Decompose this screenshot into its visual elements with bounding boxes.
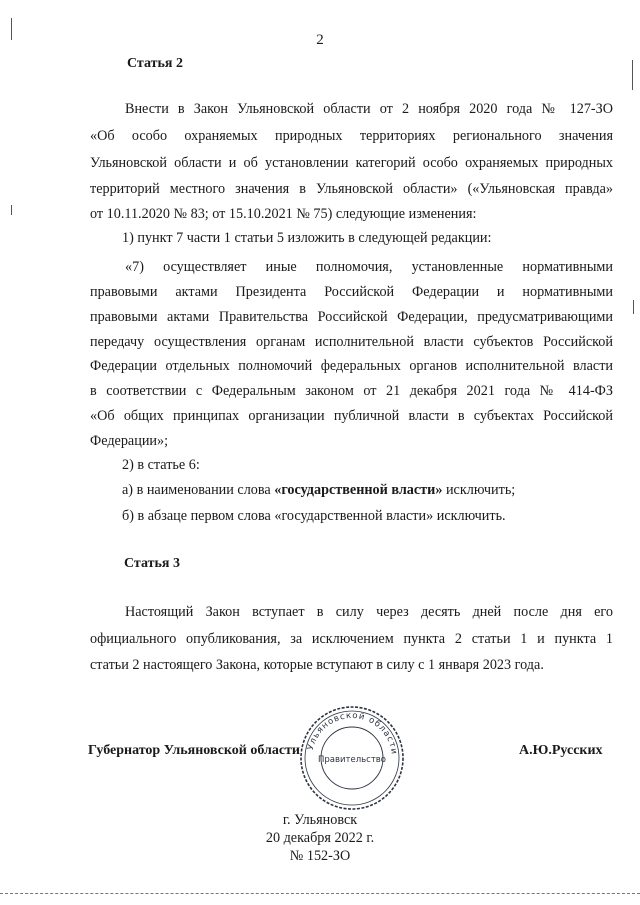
seal-center-text: Правительство	[318, 755, 386, 765]
item-1-text-line: Федерации отдельных полномочий федеральных органов исполнительной власти	[90, 358, 613, 374]
item-1-text-line: в соответствии с Федеральным законом от 21 декабря 2021 года № 414-ФЗ	[90, 383, 613, 399]
seal-ring-text: Ульяновской области	[305, 710, 399, 756]
item-1-text-line: правовыми актами Правительства Российской Федерации, предусматривающими	[90, 309, 613, 325]
item-1-text-line: передачу осуществления органам исполнительной власти субъектов Российской	[90, 334, 613, 350]
article-2-intro-line: Внести в Закон Ульяновской области от 2 ноября 2020 года № 127-ЗО	[125, 101, 613, 117]
scan-mark-left-mid	[11, 205, 12, 215]
footer-date: 20 декабря 2022 г.	[265, 830, 375, 846]
item-1-text-line: «7) осуществляет иные полномочия, установленные нормативными	[125, 259, 613, 275]
item-2a-bold-phrase: «государственной власти»	[274, 482, 443, 498]
signature-name: А.Ю.Русских	[519, 743, 603, 758]
scan-mark-right-mid	[633, 300, 634, 314]
item-1: 1) пункт 7 части 1 статьи 5 изложить в следующей редакции:	[122, 230, 492, 246]
article-2-intro-line: Ульяновской области и об установлении категорий особо охраняемых природных	[90, 155, 613, 171]
item-2a-suffix: исключить;	[442, 482, 516, 498]
item-1-text-line: Федерации»;	[90, 433, 169, 449]
item-2a	[122, 482, 515, 499]
article-2-intro-line: территорий местного значения в Ульяновской области» («Ульяновская правда»	[90, 181, 613, 197]
article-3-line: Настоящий Закон вступает в силу через десять дней после дня его	[125, 604, 613, 620]
item-2: 2) в статье 6:	[122, 457, 200, 473]
item-1-text-line: «Об общих принципах организации публичной власти в субъектах Российской	[90, 408, 613, 424]
item-1-text-line: правовыми актами Президента Российской Федерации и нормативными	[90, 284, 613, 300]
article-2-intro-line: от 10.11.2020 № 83; от 15.10.2021 № 75) следующие изменения:	[90, 206, 477, 222]
page-number: 2	[316, 32, 324, 48]
article-2-intro-line: «Об особо охраняемых природных территориях регионального значения	[90, 128, 613, 144]
footer-city: г. Ульяновск	[282, 812, 358, 828]
article-3-line: статьи 2 настоящего Закона, которые вступают в силу с 1 января 2023 года.	[90, 657, 544, 673]
item-2b: б) в абзаце первом слова «государственной власти» исключить.	[122, 508, 506, 524]
footer-number: № 152-ЗО	[289, 848, 351, 864]
scan-mark-right-top	[632, 60, 633, 90]
item-2a-prefix: а) в наименовании слова	[122, 482, 275, 498]
article-2-heading: Статья 2	[127, 56, 183, 71]
official-seal	[298, 704, 406, 812]
article-3-heading: Статья 3	[124, 556, 180, 571]
article-3-line: официального опубликования, за исключением пункта 2 статьи 1 и пункта 1	[90, 631, 613, 647]
scan-line-bottom	[0, 893, 640, 894]
signature-position: Губернатор Ульяновской области	[88, 743, 300, 758]
